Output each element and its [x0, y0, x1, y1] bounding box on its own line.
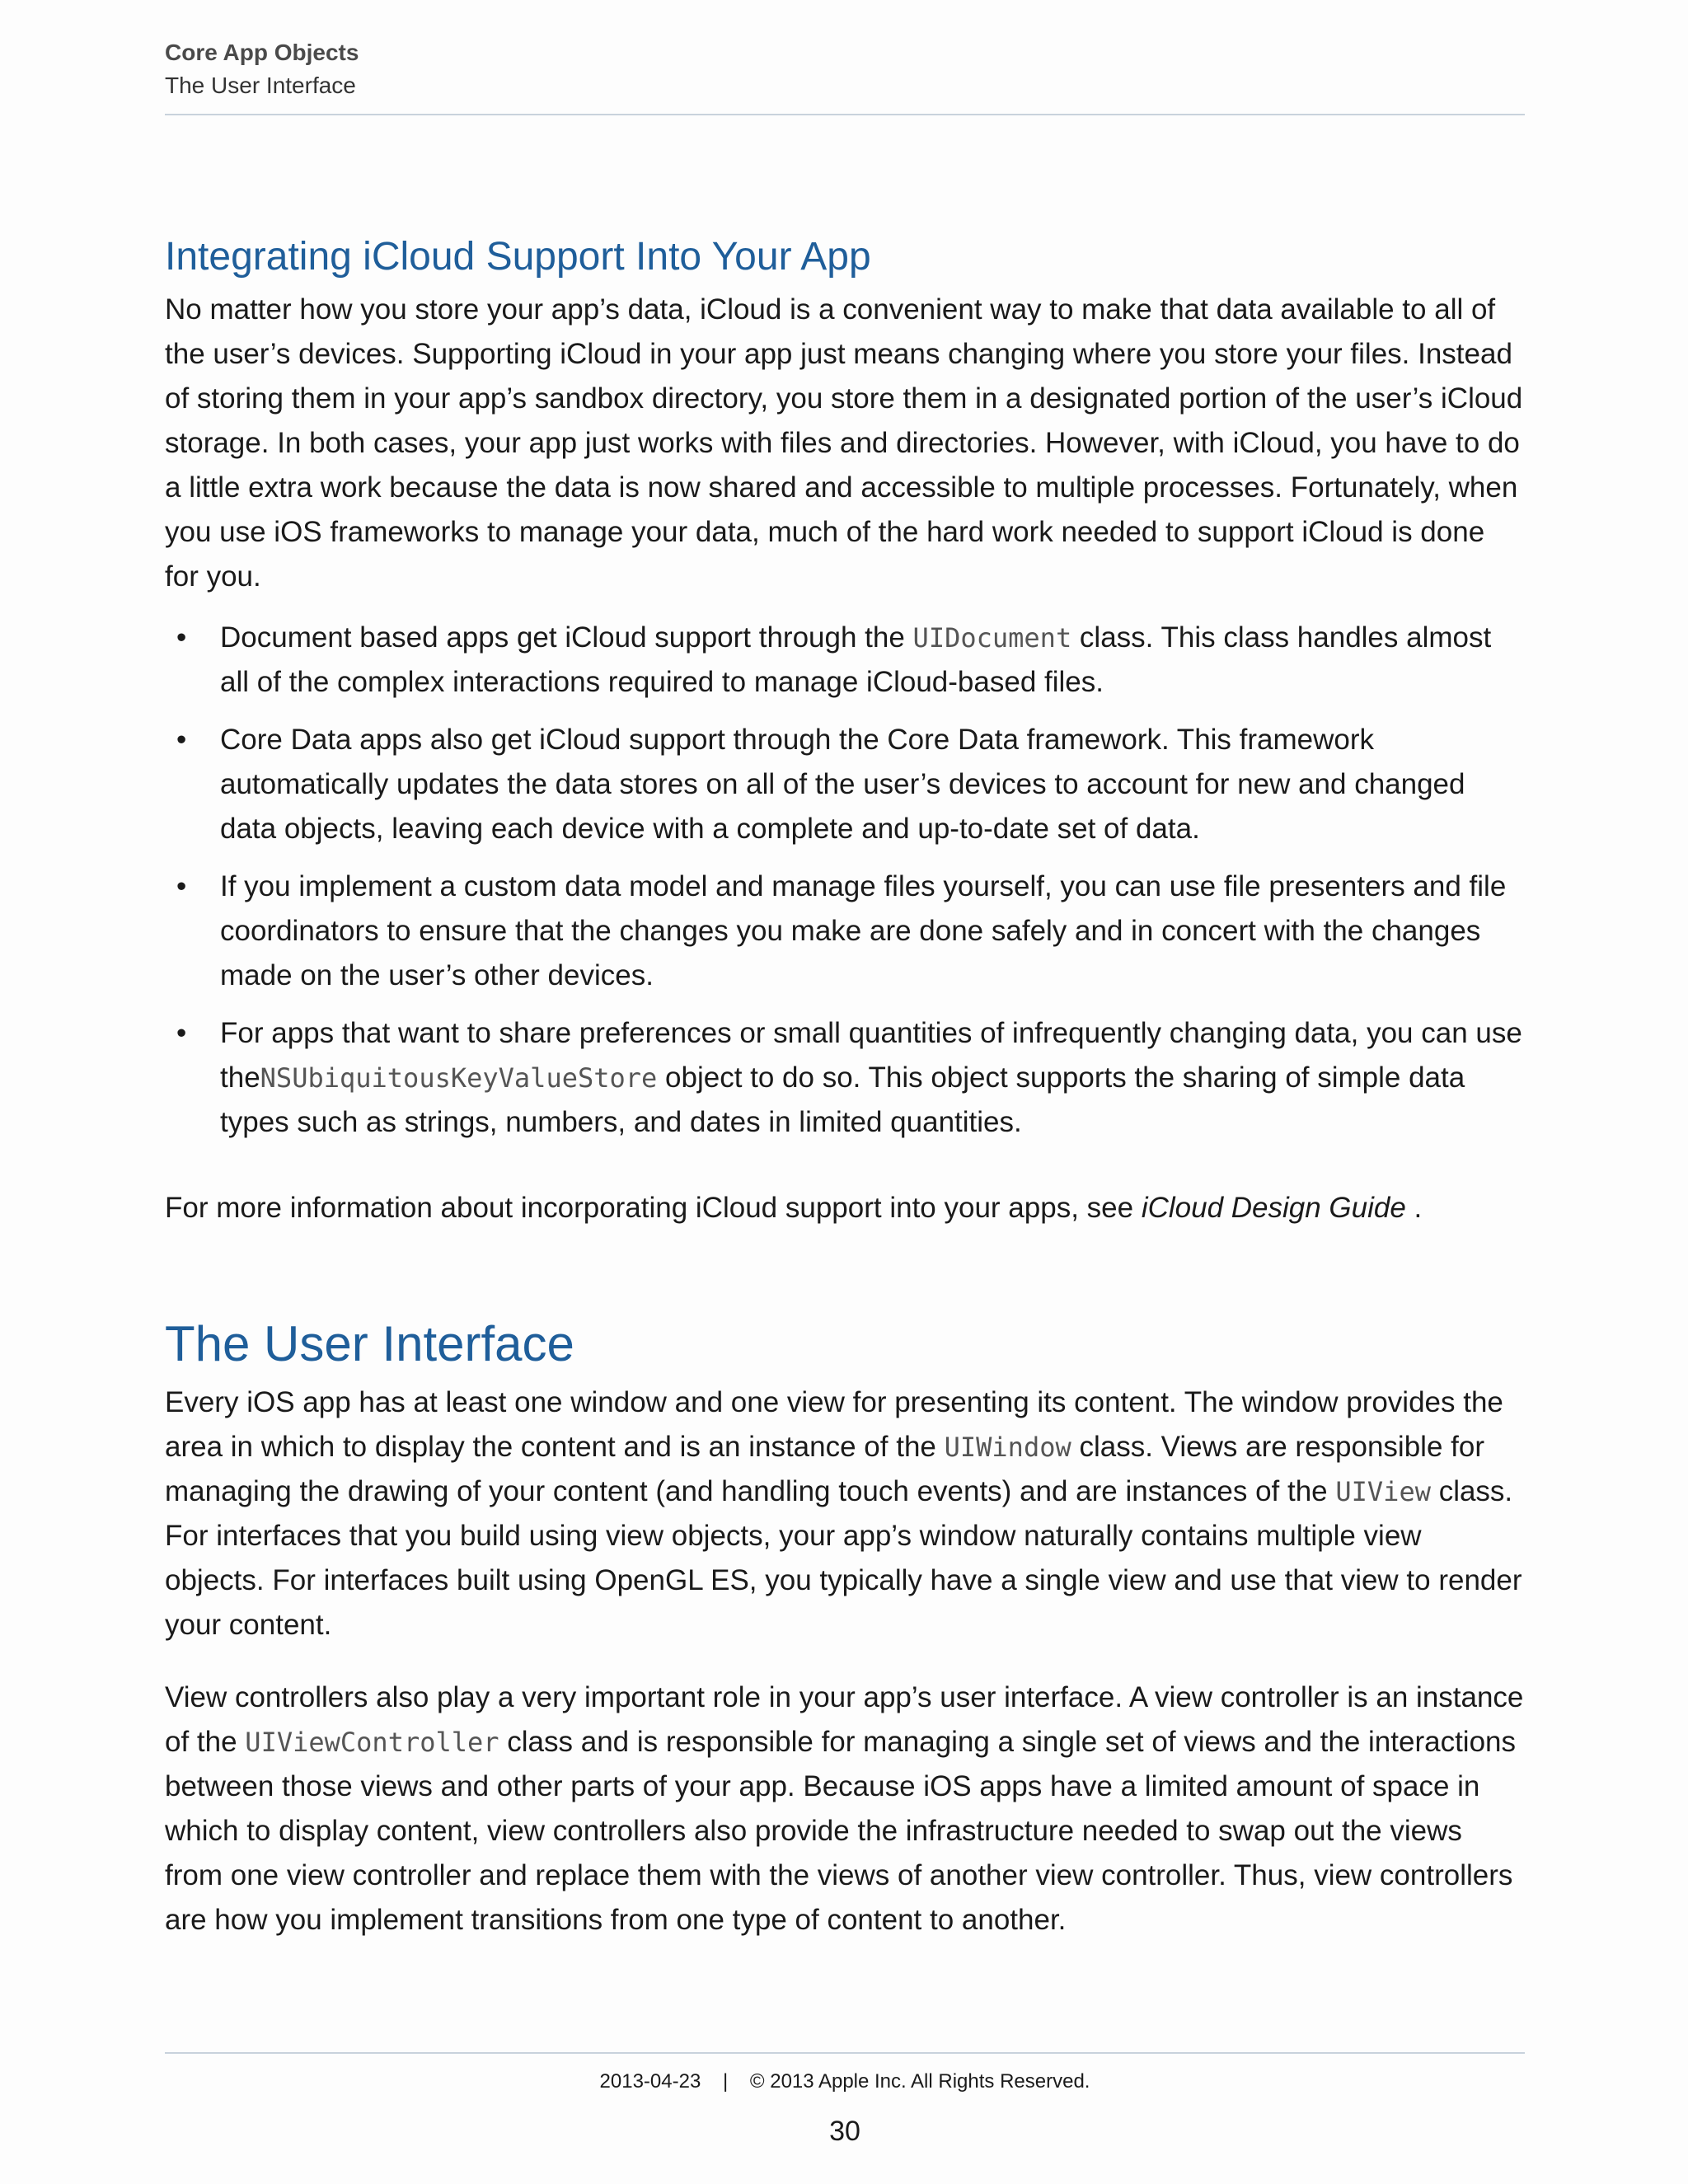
header-divider — [165, 114, 1525, 115]
code-uiview: UIView — [1335, 1476, 1431, 1507]
bullet-text-before: Document based apps get iCloud support through the — [220, 621, 913, 654]
code-uiviewcontroller: UIViewController — [245, 1727, 499, 1758]
bullet-item-custom-data-model — [165, 865, 1525, 998]
icloud-intro-paragraph: No matter how you store your app’s data, iCloud is a convenient way to make that data available to all of the user’s devices. Supporting iCloud in your app just means changing where you store your files. Instead of storing them in your app’s sandbox directory, you store them in a designated portion of the user’s iCloud storage. In both cases, your app just works with files and directories. However, with iCloud, you have to do a little extra work because the data is now shared and accessible to multiple processes. Fortunately, when you use iOS frameworks to manage your data, much of the hard work needed to support iCloud is done for you. — [165, 293, 1523, 593]
p2-text-a: View controllers also play a very important role in your app’s user interface. A view controller is an instance of the — [165, 1681, 1524, 1758]
bullet-item-key-value-store — [165, 1011, 1525, 1145]
icloud-bullet-list — [165, 616, 1525, 1145]
section-title: The User Interface — [165, 73, 356, 98]
bullet-text: If you implement a custom data model and manage files yourself, you can use file presenters and file coordinators to ensure that the changes you make are done safely and in concert with the changes made on the user’s other devices. — [220, 870, 1507, 991]
bullet-text: Core Data apps also get iCloud support through the Core Data framework. This framework automatically updates the data stores on all of the user’s devices to account for new and changed data objects, leaving each device with a complete and up-to-date set of data. — [220, 724, 1465, 845]
code-uidocument: UIDocument — [912, 622, 1072, 654]
bullet-icon: • — [176, 1017, 187, 1049]
user-interface-paragraph-1 — [165, 1380, 1525, 1647]
chapter-title: Core App Objects — [165, 40, 359, 65]
page-header — [165, 36, 1525, 102]
footer-divider — [165, 2052, 1525, 2054]
icloud-section — [165, 227, 1525, 1230]
footer-date: 2013-04-23 — [599, 2070, 701, 2093]
bullet-text-after: class. This class handles almost all of the complex interactions required to manage iCloud-based files. — [220, 621, 1492, 698]
user-interface-heading: The User Interface — [165, 1316, 574, 1371]
more-info-period: . — [1405, 1192, 1423, 1224]
bullet-item-core-data — [165, 718, 1525, 851]
page-footer — [165, 2067, 1525, 2097]
code-nsubiquitouskeyvaluestore: NSUbiquitousKeyValueStore — [260, 1062, 658, 1094]
page-number: 30 — [829, 2116, 860, 2147]
icloud-design-guide-link[interactable]: iCloud Design Guide — [1141, 1192, 1406, 1224]
bullet-icon: • — [176, 724, 187, 756]
bullet-item-uidocument — [165, 616, 1525, 705]
user-interface-paragraph-2 — [165, 1675, 1525, 1943]
page-body — [165, 227, 1525, 1943]
p1-text-b: class. Views are responsible for managing the drawing of your content (and handling touch events) and are instances of the — [165, 1431, 1484, 1507]
icloud-more-info-paragraph — [165, 1186, 1525, 1230]
bullet-icon: • — [176, 621, 187, 654]
bullet-text-before: For apps that want to share preferences or small quantities of infrequently changing data, you can use the — [220, 1017, 1522, 1094]
code-uiwindow: UIWindow — [944, 1432, 1071, 1463]
p2-text-b: class and is responsible for managing a single set of views and the interactions between those views and other parts of your app. Because iOS apps have a limited amount of space in which to display content, view controllers also provide the infrastructure needed to swap out the views from one view controller and replace them with the views of another view controller. Thus, view controllers are how you implement transitions from one type of content to another. — [165, 1726, 1517, 1936]
bullet-icon: • — [176, 870, 187, 902]
footer-copyright: © 2013 Apple Inc. All Rights Reserved. — [749, 2070, 1090, 2093]
icloud-heading: Integrating iCloud Support Into Your App — [165, 235, 871, 279]
p1-text-a: Every iOS app has at least one window and one view for presenting its content. The window provides the area in which to display the content and is an instance of the — [165, 1386, 1503, 1463]
p1-text-c: class. For interfaces that you build using view objects, your app’s window naturally contains multiple view objects. For interfaces built using OpenGL ES, you typically have a single view and use that view to render your content. — [165, 1475, 1522, 1641]
bullet-text-after: object to do so. This object supports the sharing of simple data types such as strings, numbers, and dates in limited quantities. — [220, 1062, 1465, 1138]
footer-separator: | — [722, 2070, 729, 2093]
more-info-text: For more information about incorporating iCloud support into your apps, see — [165, 1192, 1142, 1224]
user-interface-section — [165, 1308, 1525, 1943]
